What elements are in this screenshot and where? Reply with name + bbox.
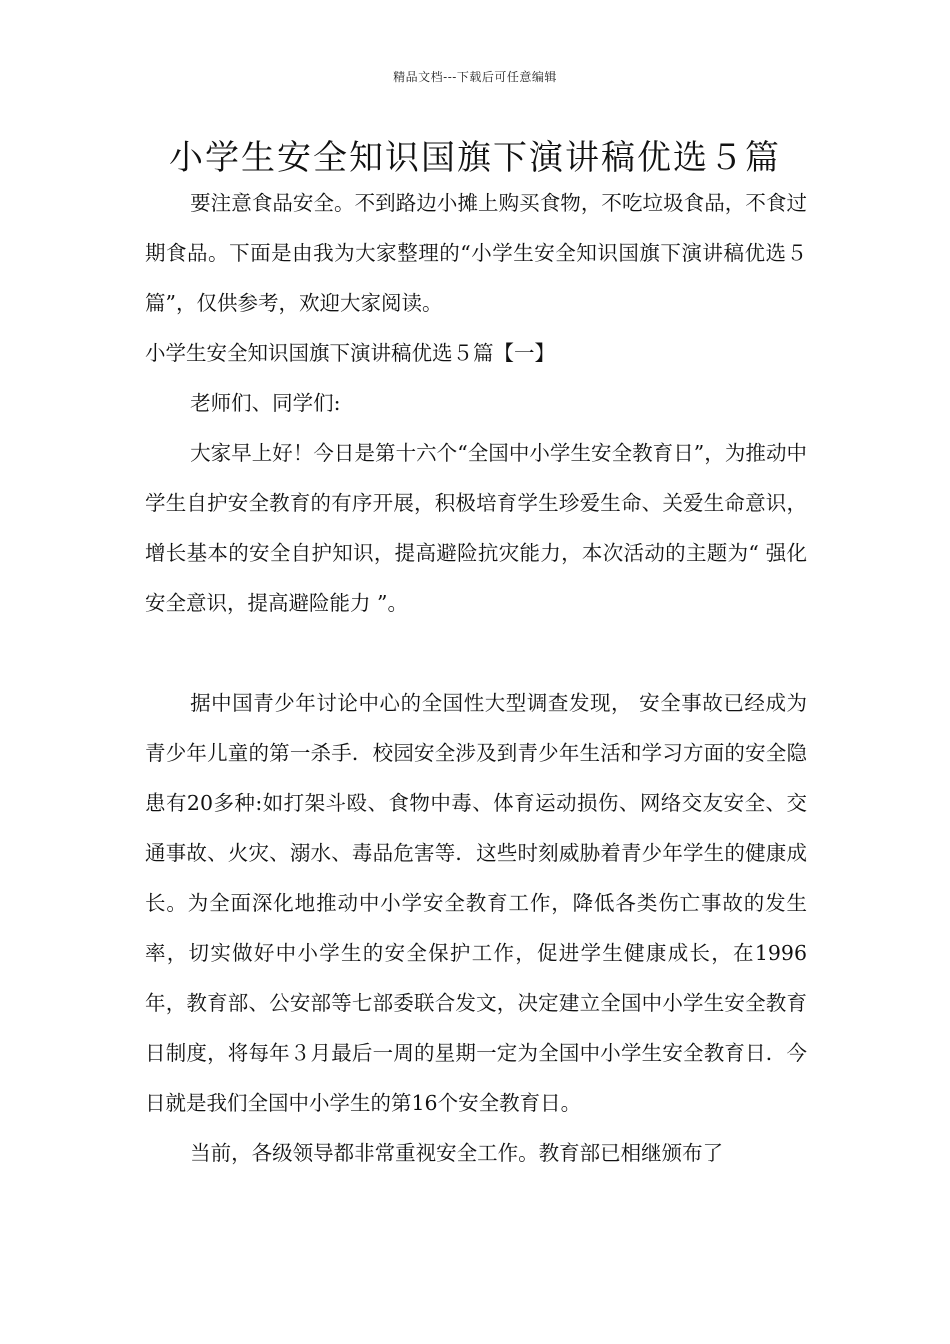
paragraph-current: 当前，各级领导都非常重视安全工作。教育部已相继颁布了 (190, 1141, 724, 1165)
salutation: 老师们、同学们: (190, 391, 341, 415)
paragraph-spacer (145, 628, 807, 678)
section-heading: 小学生安全知识国旗下演讲稿优选５篇【一】 (145, 341, 555, 365)
paragraph-greeting: 大家早上好！今日是第十六个“全国中小学生安全教育日”，为推动中学生自护安全教育的有序开展，积极培育学生珍爱生命、关爱生命意识，增长基本的安全自护知识，提高避险抗灾能力，本次活动的主题为“ 强化安全意识，提高避险能力 ”。 (145, 441, 807, 615)
intro-paragraph: 要注意食品安全。不到路边小摊上购买食物，不吃垃圾食品，不食过期食品。下面是由我为大家整理的“小学生安全知识国旗下演讲稿优选５篇”，仅供参考，欢迎大家阅读。 (145, 191, 807, 315)
page-header-note: 精品文档---下载后可任意编辑 (393, 70, 557, 84)
document-title: 小学生安全知识国旗下演讲稿优选５篇 (169, 138, 781, 178)
paragraph-survey: 据中国青少年讨论中心的全国性大型调查发现， 安全事故已经成为青少年儿童的第一杀手．校园安全涉及到青少年生活和学习方面的安全隐患有20多种:如打架斗殴、食物中毒、体育运动损伤、网络交友安全、交通事故、火灾、溺水、毒品危害等．这些时刻威胁着青少年学生的健康成长。为全面深化地推动中小学安全教育工作，降低各类伤亡事故的发生率，切实做好中小学生的安全保护工作，促进学生健康成长，在1996年，教育部、公安部等七部委联合发文，决定建立全国中小学生安全教育日制度，将每年３月最后一周的星期一定为全国中小学生安全教育日．今日就是我们全国中小学生的第16个安全教育日。 (145, 691, 807, 1115)
document-body (145, 178, 807, 1178)
